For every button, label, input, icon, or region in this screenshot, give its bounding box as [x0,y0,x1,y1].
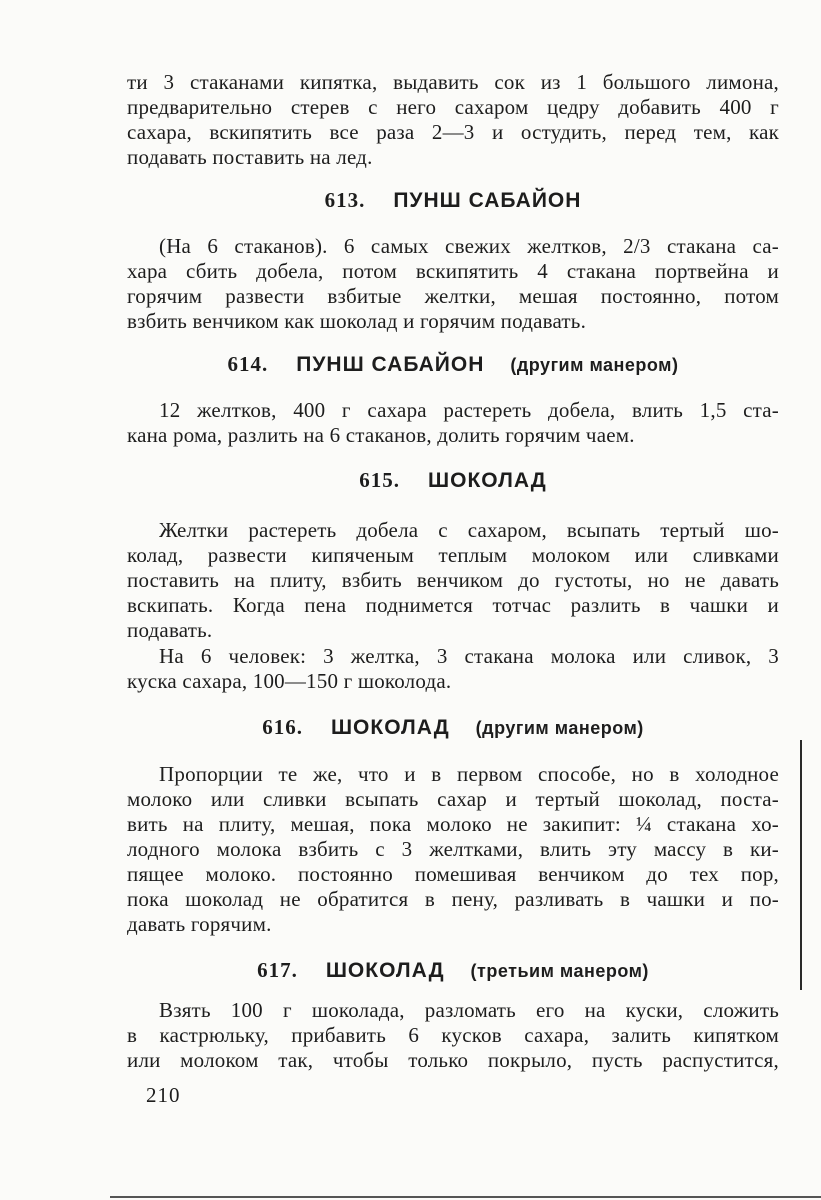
recipe-body-615 [127,518,779,643]
text-line: вить на плиту, мешая, пока молоко не закипит: ¼ стакана хо- [127,812,779,836]
text-line: куска сахара, 100—150 г шоколода. [127,669,452,693]
text-line: ти 3 стаканами кипятка, выдавить сок из 1 большого лимона, [127,70,779,94]
text-line: подавать поставить на лед. [127,145,373,169]
recipe-title: ПУНШ САБАЙОН [393,189,582,212]
recipe-heading-616 [127,715,779,740]
text-line: пока шоколад не обратится в пену, разливать в чашки и по- [127,887,779,911]
recipe-title: ШОКОЛАД [330,716,450,739]
text-line: в кастрюльку, прибавить 6 кусков сахара, залить кипятком [127,1023,779,1047]
text-line: лодного молока взбить с 3 желтками, влить эту массу в ки- [127,837,779,861]
text-line: поставить на плиту, взбить венчиком до густоты, но не давать [127,568,779,592]
text-line: подавать. [127,618,213,642]
recipe-number: 615. [359,468,401,492]
recipe-number: 614. [227,352,269,376]
text-line: На 6 человек: 3 желтка, 3 стакана молока или сливок, 3 [159,644,779,668]
text-line: сахара, вскипятить все раза 2—3 и остудить, перед тем, как [127,120,779,144]
page-number: 210 [146,1083,181,1107]
text-line: 12 желтков, 400 г сахара растереть добела, влить 1,5 ста- [159,398,779,422]
text-line: Желтки растереть добела с сахаром, всыпать тертый шо- [159,518,779,542]
text-line: Взять 100 г шоколада, разломать его на куски, сложить [159,998,779,1022]
recipe-number: 613. [324,188,366,212]
recipe-title: ШОКОЛАД [428,469,547,492]
recipe-body-614 [127,398,779,448]
recipe-heading-613 [127,188,779,213]
text-line: горячим развести взбитые желтки, мешая постоянно, потом [127,284,779,308]
text-line: или молоком так, чтобы только покрыло, пусть распустится, [127,1048,779,1072]
recipe-heading-614 [127,352,779,377]
text-line: кана рома, разлить на 6 стаканов, долить горячим чаем. [127,423,635,447]
recipe-subtitle: (третьим манером) [470,961,649,981]
text-line: Пропорции те же, что и в первом способе, но в холодное [159,762,779,786]
text-line: колад, развести кипяченым теплым молоком или сливками [127,543,779,567]
text-line: взбить венчиком как шоколад и горячим подавать. [127,309,587,333]
recipe-servings-615 [127,644,779,694]
recipe-number: 617. [257,958,298,982]
recipe-subtitle: (другим манером) [510,355,679,375]
recipe-heading-615 [127,468,779,493]
text-line: давать горячим. [127,912,272,936]
recipe-subtitle: (другим манером) [475,718,644,738]
recipe-body-617 [127,998,779,1073]
scan-edge-line [800,740,802,990]
recipe-heading-617 [127,958,779,983]
text-line: молоко или сливки всыпать сахар и тертый шоколад, поста- [127,787,779,811]
recipe-title: ШОКОЛАД [325,959,445,982]
intro-paragraph [127,70,779,170]
text-line: предварительно стерев с него сахаром цедру добавить 400 г [127,95,779,119]
text-line: хара сбить добела, потом вскипятить 4 стакана портвейна и [127,259,779,283]
text-line: (На 6 стаканов). 6 самых свежих желтков, 2/3 стакана са- [159,234,779,258]
recipe-title: ПУНШ САБАЙОН [296,353,485,376]
text-line: вскипать. Когда пена поднимется тотчас разлить в чашки и [127,593,779,617]
recipe-number: 616. [262,715,303,739]
recipe-body-613 [127,234,779,334]
scan-bottom-edge [110,1196,821,1198]
text-line: пящее молоко. постоянно помешивая венчиком до тех пор, [127,862,779,886]
recipe-body-616 [127,762,779,937]
